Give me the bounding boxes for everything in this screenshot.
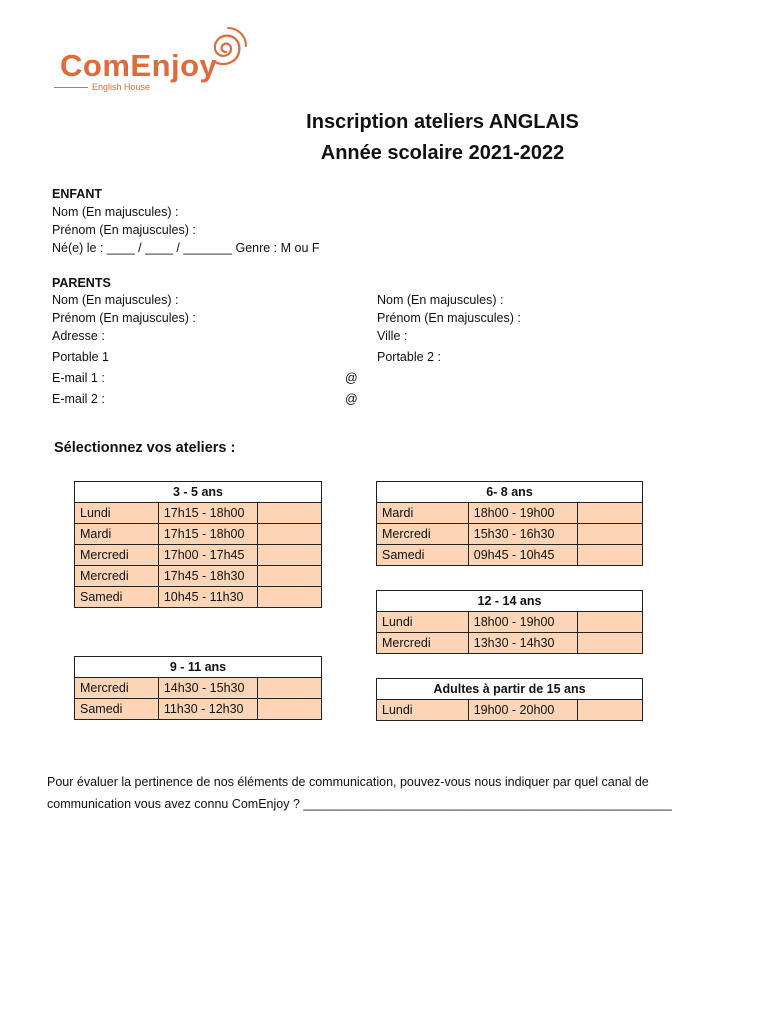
time-cell: 09h45 - 10h45 — [468, 545, 578, 566]
select-cell[interactable] — [258, 678, 322, 699]
schedule-table-adultes — [376, 678, 643, 721]
time-cell: 11h30 - 12h30 — [158, 699, 258, 720]
enfant-naissance-field[interactable]: Né(e) le : ____ / ____ / _______ Genre : M ou F — [52, 241, 320, 255]
time-cell: 19h00 - 20h00 — [468, 700, 578, 721]
email2-at-sign: @ — [345, 392, 358, 406]
select-cell[interactable] — [578, 700, 643, 721]
select-cell[interactable] — [258, 566, 322, 587]
table-row — [75, 524, 322, 545]
day-cell: Mercredi — [75, 545, 159, 566]
logo-swirl-icon — [204, 22, 250, 74]
time-cell: 17h15 - 18h00 — [158, 524, 258, 545]
question-line-2-answer-field[interactable]: communication vous avez connu ComEnjoy ? _____________________________________________________ — [47, 797, 672, 811]
time-cell: 13h30 - 14h30 — [468, 633, 578, 654]
time-cell: 15h30 - 16h30 — [468, 524, 578, 545]
day-cell: Mardi — [377, 503, 469, 524]
table-row — [377, 545, 643, 566]
table-row — [75, 545, 322, 566]
table-row — [75, 587, 322, 608]
parent1-nom-field[interactable]: Nom (En majuscules) : — [52, 293, 179, 307]
table-row — [75, 699, 322, 720]
day-cell: Samedi — [75, 699, 159, 720]
table-header: 12 - 14 ans — [377, 591, 643, 612]
day-cell: Mercredi — [377, 524, 469, 545]
enfant-nom-field[interactable]: Nom (En majuscules) : — [52, 205, 179, 219]
email1-at-sign: @ — [345, 371, 358, 385]
select-cell[interactable] — [258, 587, 322, 608]
day-cell: Lundi — [377, 700, 469, 721]
portable2-field[interactable]: Portable 2 : — [377, 350, 441, 364]
time-cell: 17h15 - 18h00 — [158, 503, 258, 524]
select-cell[interactable] — [578, 503, 643, 524]
enfant-heading: ENFANT — [52, 187, 102, 201]
page-title: Inscription ateliers ANGLAIS — [306, 111, 579, 133]
select-cell[interactable] — [258, 503, 322, 524]
time-cell: 17h00 - 17h45 — [158, 545, 258, 566]
time-cell: 17h45 - 18h30 — [158, 566, 258, 587]
table-header: Adultes à partir de 15 ans — [377, 679, 643, 700]
select-cell[interactable] — [258, 699, 322, 720]
parents-heading: PARENTS — [52, 276, 111, 290]
table-row — [377, 524, 643, 545]
day-cell: Lundi — [75, 503, 159, 524]
table-row — [377, 700, 643, 721]
parent2-nom-field[interactable]: Nom (En majuscules) : — [377, 293, 504, 307]
select-cell[interactable] — [578, 612, 643, 633]
email2-field[interactable]: E-mail 2 : — [52, 392, 105, 406]
select-cell[interactable] — [578, 524, 643, 545]
table-row — [75, 503, 322, 524]
select-cell[interactable] — [578, 545, 643, 566]
day-cell: Mercredi — [75, 566, 159, 587]
time-cell: 10h45 - 11h30 — [158, 587, 258, 608]
schedule-table-9-11 — [74, 656, 322, 720]
select-cell[interactable] — [578, 633, 643, 654]
select-cell[interactable] — [258, 524, 322, 545]
table-row — [75, 678, 322, 699]
day-cell: Lundi — [377, 612, 469, 633]
page-subtitle: Année scolaire 2021-2022 — [320, 142, 565, 164]
table-header: 6- 8 ans — [377, 482, 643, 503]
parent1-prenom-field[interactable]: Prénom (En majuscules) : — [52, 311, 196, 325]
logo-wordmark: ComEnjoy — [60, 48, 218, 83]
select-cell[interactable] — [258, 545, 322, 566]
portable1-field[interactable]: Portable 1 — [52, 350, 109, 364]
logo-underline — [54, 87, 88, 88]
table-row — [377, 633, 643, 654]
communication-question — [47, 771, 727, 815]
time-cell: 18h00 - 19h00 — [468, 503, 578, 524]
schedule-table-6-8 — [376, 481, 643, 566]
time-cell: 14h30 - 15h30 — [158, 678, 258, 699]
table-header: 3 - 5 ans — [75, 482, 322, 503]
day-cell: Samedi — [377, 545, 469, 566]
schedule-table-3-5 — [74, 481, 322, 608]
email1-field[interactable]: E-mail 1 : — [52, 371, 105, 385]
schedule-table-12-14 — [376, 590, 643, 654]
day-cell: Samedi — [75, 587, 159, 608]
enfant-prenom-field[interactable]: Prénom (En majuscules) : — [52, 223, 196, 237]
day-cell: Mercredi — [377, 633, 469, 654]
question-line-1: Pour évaluer la pertinence de nos éléments de communication, pouvez-vous nous indiquer par quel canal de — [47, 775, 649, 789]
logo-tagline: English House — [92, 82, 151, 92]
day-cell: Mercredi — [75, 678, 159, 699]
table-row — [377, 612, 643, 633]
table-row — [75, 566, 322, 587]
selection-heading: Sélectionnez vos ateliers : — [54, 440, 236, 456]
ville-field[interactable]: Ville : — [377, 329, 408, 343]
table-row — [377, 503, 643, 524]
parent2-prenom-field[interactable]: Prénom (En majuscules) : — [377, 311, 521, 325]
time-cell: 18h00 - 19h00 — [468, 612, 578, 633]
day-cell: Mardi — [75, 524, 159, 545]
table-header: 9 - 11 ans — [75, 657, 322, 678]
adresse-field[interactable]: Adresse : — [52, 329, 105, 343]
